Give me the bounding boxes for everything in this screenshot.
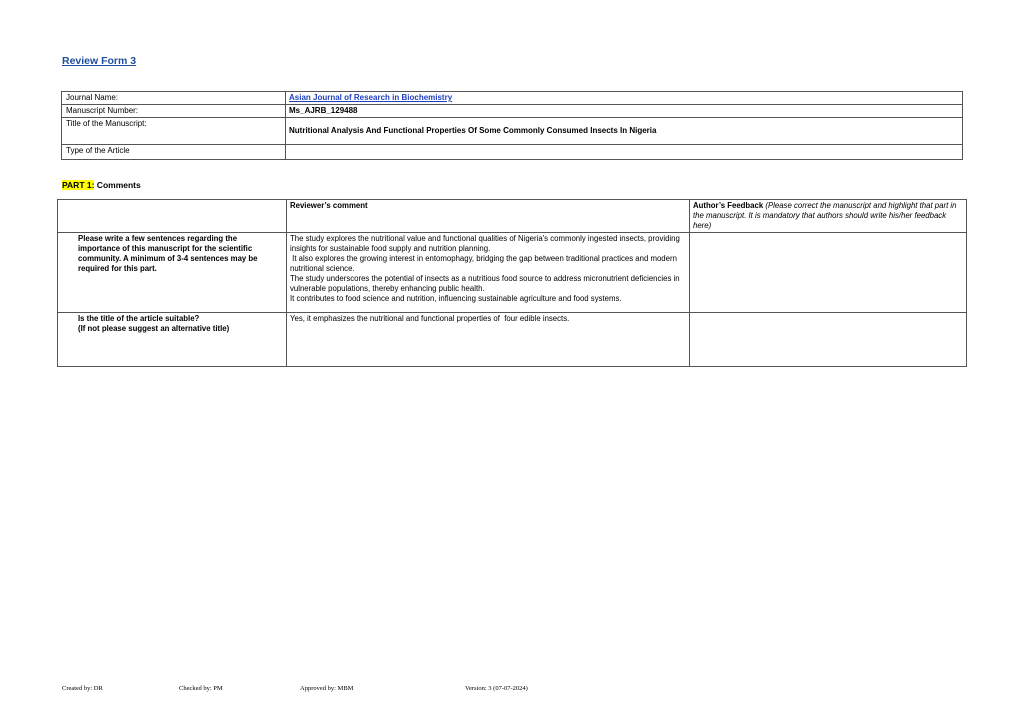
footer-created: Created by: DR [62,685,103,692]
journal-link[interactable]: Asian Journal of Research in Biochemistry [289,93,453,102]
comment-row-importance [58,233,967,313]
footer-approved: Approved by: MBM [300,685,354,692]
journal-label: Journal Name: [62,92,286,105]
part-suffix: Comments [94,180,141,190]
part-label: PART 1: [62,180,95,190]
manuscript-number-label: Manuscript Number: [62,105,286,118]
reviewer-comment-header: Reviewer’s comment [287,200,690,233]
comments-table [57,199,967,367]
question-title-suitable [58,313,287,367]
article-type-row [62,145,963,160]
journal-row [62,92,963,105]
comment-line: It contributes to food science and nutrition, influencing sustainable agriculture and food systems. [290,294,622,303]
comments-header-row [58,200,967,233]
author-feedback-title: Author’s Feedback [693,201,764,210]
author-feedback-title-cell[interactable] [690,313,967,367]
reviewer-comment-importance[interactable] [287,233,690,313]
reviewer-comment-title[interactable]: Yes, it emphasizes the nutritional and functional properties of four edible insects. [287,313,690,367]
question-importance: Please write a few sentences regarding the importance of this manuscript for the scientific community. A minimum of 3-4 sentences may be required for this part. [58,233,287,313]
author-feedback-instructions: (Please correct the manuscript and highlight that part in the manuscript. It is mandatory that authors should write his/her feedback here) [693,201,957,230]
comment-row-title [58,313,967,367]
author-feedback-importance[interactable] [690,233,967,313]
comment-line: The study explores the nutritional value and functional qualities of Nigeria's commonly ingested insects, providing insights for sustainable food supply and nutrition planning. [290,234,680,253]
manuscript-title-value: Nutritional Analysis And Functional Properties Of Some Commonly Consumed Insects In Nigeria [286,118,963,145]
author-feedback-header [690,200,967,233]
article-type-label: Type of the Article [62,145,286,160]
comment-line: The study underscores the potential of insects as a nutritious food source to address micronutrient deficiencies in vulnerable populations, thereby enhancing public health. [290,274,680,293]
manuscript-number-value: Ms_AJRB_129488 [286,105,963,118]
footer-checked: Checked by: PM [179,685,223,692]
comment-line: It also explores the growing interest in entomophagy, bridging the gap between traditional practices and modern nutritional science. [290,254,680,273]
question-title-line2: (If not please suggest an alternative title) [78,324,230,333]
question-title-line1: Is the title of the article suitable? [78,314,200,323]
article-type-value[interactable] [286,145,963,160]
manuscript-title-row [62,118,963,145]
footer-version: Version: 3 (07-07-2024) [465,685,528,692]
form-title: Review Form 3 [62,55,137,67]
journal-value-cell [286,92,963,105]
manuscript-title-label: Title of the Manuscript: [62,118,286,145]
part-heading [62,180,141,190]
header-empty-cell [58,200,287,233]
manuscript-info-table [61,91,963,160]
manuscript-number-row [62,105,963,118]
